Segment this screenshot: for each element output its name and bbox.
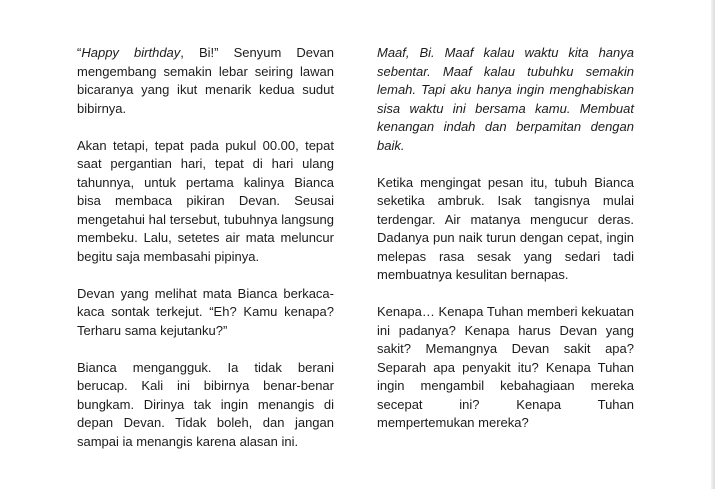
paragraph-why-questions: Kenapa… Kenapa Tuhan memberi kekuatan ini padanya? Kenapa harus Devan yang sakit? Memangnya Devan sakit apa? Separah apa penyakit itu? Kenapa Tuhan ingin mengambil kebahagiaan mereka secepat ini? Kenapa Tuhan mempertemukan mereka? xyxy=(377,304,634,430)
left-column xyxy=(77,44,334,451)
page-edge-shadow xyxy=(711,0,715,489)
paragraph-birthday-greeting xyxy=(77,44,334,118)
paragraph-bianca-collapses: Ketika mengingat pesan itu, tubuh Bianca seketika ambruk. Isak tangisnya mulai terdengar. Air matanya mengucur deras. Dadanya pun naik turun dengan cepat, ingin melepas rasa sesak yang sedari tadi membuatnya kesulitan bernapas. xyxy=(377,174,634,282)
paragraph-inner-thought xyxy=(377,44,634,155)
italic-happy-birthday: Happy birthday xyxy=(81,45,181,60)
greeting-rest: , Bi!” Senyum Devan mengembang semakin lebar seiring lawan bicaranya yang ikut menarik kedua sudut bibirnya. xyxy=(77,45,334,116)
paragraph-mind-reading: Akan tetapi, tepat pada pukul 00.00, tepat saat pergantian hari, tepat di hari ulang tahunnya, untuk pertama kalinya Bianca bisa membaca pikiran Devan. Seusai mengetahui hal tersebut, tubuhnya langsung membeku. Lalu, setetes air mata meluncur begitu saja membasahi pipinya. xyxy=(77,137,334,264)
italic-inner-thought: Maaf, Bi. Maaf kalau waktu kita hanya sebentar. Maaf kalau tubuhku semakin lemah. Tapi aku hanya ingin menghabiskan sisa waktu ini bersama kamu. Membuat kenangan indah dan berpamitan dengan baik. xyxy=(377,45,634,153)
paragraph-devan-surprised: Devan yang melihat mata Bianca berkaca-kaca sontak terkejut. “Eh? Kamu kenapa? Terharu sama kejutanku?” xyxy=(77,285,334,338)
paragraph-bianca-nods: Bianca mengangguk. Ia tidak berani berucap. Kali ini bibirnya benar-benar bungkam. Dirinya tak ingin menangis di depan Devan. Tidak boleh, dan jangan sampai ia menangis karena alasan ini. xyxy=(77,359,334,449)
open-quote: “ xyxy=(77,45,82,60)
right-column xyxy=(377,44,634,433)
